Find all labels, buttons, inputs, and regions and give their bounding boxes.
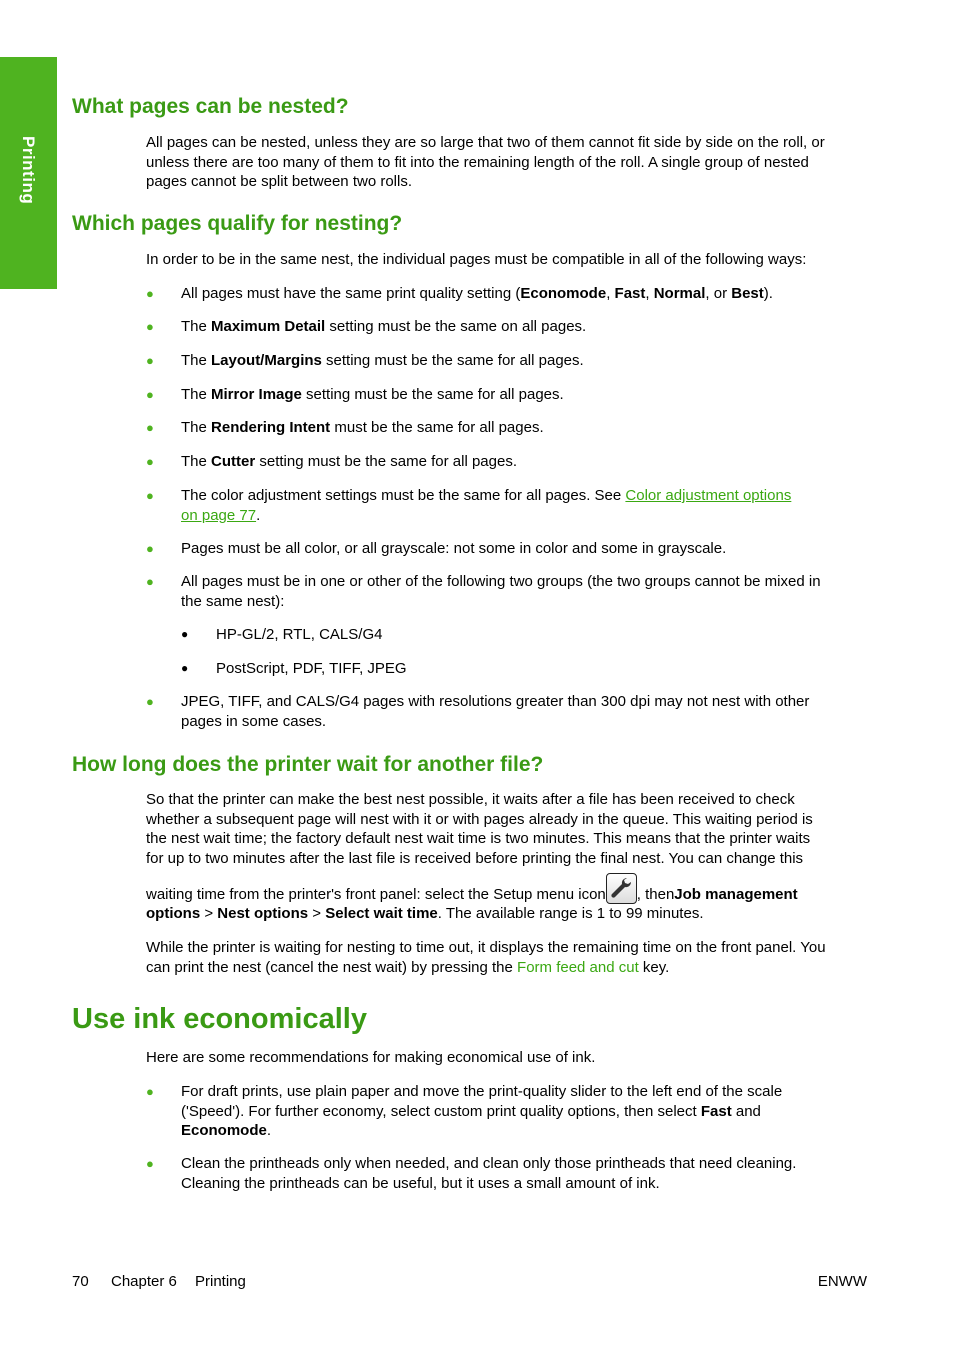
sub-list-item: ● PostScript, PDF, TIFF, JPEG xyxy=(181,660,407,677)
heading-wait: How long does the printer wait for another file? xyxy=(72,753,544,776)
list-item: ● The Maximum Detail setting must be the same on all pages. xyxy=(146,318,587,335)
bullet-icon: ● xyxy=(146,488,154,503)
chapter-tab-label: Printing xyxy=(18,136,38,205)
heading-nested: What pages can be nested? xyxy=(72,95,349,118)
paragraph-wait: So that the printer can make the best nest possible, it waits after a file has been received to check whether a subsequent page will nest with it or with pages already in the queue. This waiting period is the nest wait time; the factory default nest wait time is two minutes. This means that the printer waits for up to two minutes after the last file is received before printing the final nest. You can change this xyxy=(146,791,813,867)
paragraph-qualify-intro: In order to be in the same nest, the individual pages must be compatible in all of the following ways: xyxy=(146,251,807,268)
bullet-icon: ● xyxy=(146,574,154,589)
list-item: ● The color adjustment settings must be the same for all pages. See Color adjustment options on page 77. xyxy=(146,487,792,524)
color-adjustment-link[interactable]: Color adjustment options xyxy=(625,487,792,504)
list-item: ● Clean the printheads only when needed, and clean only those printheads that need cleaning. Cleaning the printheads can be useful, but it uses a small amount of ink. xyxy=(146,1155,797,1192)
bullet-icon: ● xyxy=(181,627,189,641)
list-item: ● Pages must be all color, or all grayscale: not some in color and some in grayscale. xyxy=(146,540,727,557)
bullet-icon: ● xyxy=(146,353,154,368)
list-item: ● The Cutter setting must be the same for all pages. xyxy=(146,453,517,470)
bullet-icon: ● xyxy=(146,454,154,469)
list-item: ● JPEG, TIFF, and CALS/G4 pages with resolutions greater than 300 dpi may not nest with other pages in some cases. xyxy=(146,693,810,730)
list-item: ● The Layout/Margins setting must be the same for all pages. xyxy=(146,352,584,369)
heading-ink: Use ink economically xyxy=(72,1003,367,1035)
bullet-icon: ● xyxy=(146,1156,154,1171)
paragraph-wait-front-panel: While the printer is waiting for nesting to time out, it displays the remaining time on the front panel. You can print the nest (cancel the nest wait) by pressing the Form feed and cut key. xyxy=(146,939,826,976)
wrench-icon xyxy=(606,873,637,904)
bullet-icon: ● xyxy=(146,319,154,334)
footer-chapter-title: Printing xyxy=(195,1273,246,1290)
paragraph-nested: All pages can be nested, unless they are so large that two of them cannot fit side by side on the roll, or unless there are too many of them to fit into the remaining length of the roll. A single group of nested pages cannot be split between two rolls. xyxy=(146,134,825,190)
footer-edition: ENWW xyxy=(817,1273,867,1290)
form-feed-and-cut-key-label: Form feed and cut xyxy=(517,958,639,976)
bullet-icon: ● xyxy=(146,541,154,556)
list-item: ● The Rendering Intent must be the same for all pages. xyxy=(146,419,544,436)
footer-chapter: Chapter 6 xyxy=(111,1273,177,1290)
heading-qualify: Which pages qualify for nesting? xyxy=(72,212,403,235)
bullet-icon: ● xyxy=(146,420,154,435)
bullet-icon: ● xyxy=(146,286,154,301)
list-item: ● All pages must be in one or other of the following two groups (the two groups cannot be mixed in the same nest): xyxy=(146,573,821,610)
paragraph-wait-setup: waiting time from the printer's front panel: select the Setup menu icon , then Job management options > Nest options > Select wait time. The available range is 1 to 99 minutes. xyxy=(146,866,868,924)
list-item: ● The Mirror Image setting must be the same for all pages. xyxy=(146,386,564,403)
bullet-icon: ● xyxy=(146,1084,154,1099)
bullet-icon: ● xyxy=(146,387,154,402)
list-item: ● For draft prints, use plain paper and move the print-quality slider to the left end of the scale ('Speed'). For further economy, select custom print quality options, then select Fast and Economode. xyxy=(146,1083,783,1139)
list-item: ● All pages must have the same print quality setting (Economode, Fast, Normal, or Best). xyxy=(146,285,773,302)
color-adjustment-page-link[interactable]: on page 77 xyxy=(181,506,257,524)
bullet-icon: ● xyxy=(146,694,154,709)
paragraph-ink-intro: Here are some recommendations for making economical use of ink. xyxy=(146,1049,596,1066)
bullet-icon: ● xyxy=(181,661,189,675)
footer-page-number: 70 xyxy=(72,1273,89,1290)
sub-list-item: ● HP-GL/2, RTL, CALS/G4 xyxy=(181,626,383,643)
